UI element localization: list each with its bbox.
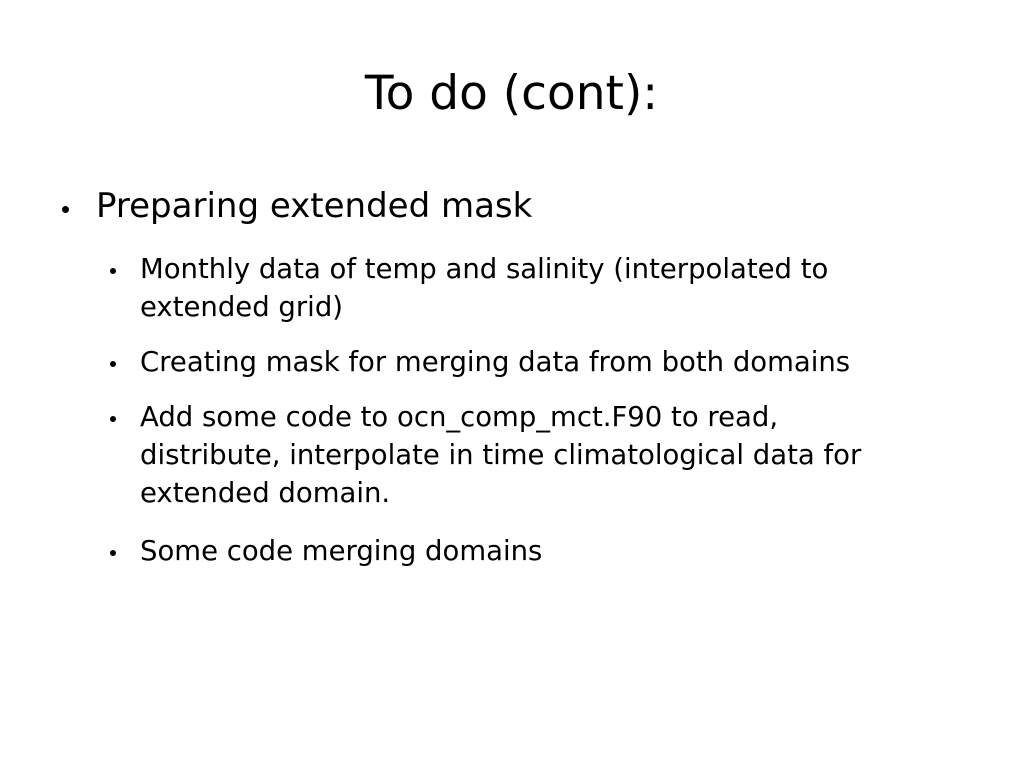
sub-bullet-text-line: Some code merging domains bbox=[140, 535, 543, 567]
sub-bullet-item-creating-mask bbox=[140, 343, 970, 381]
bullet-dot-icon bbox=[110, 268, 116, 274]
sub-bullet-text-line: extended domain. bbox=[140, 477, 391, 509]
bullet-item-preparing-extended-mask bbox=[96, 184, 532, 228]
sub-bullet-item-add-code bbox=[140, 398, 970, 512]
sub-bullet-text-line: distribute, interpolate in time climatological data for bbox=[140, 439, 862, 471]
bullet-dot-icon bbox=[110, 550, 116, 556]
sub-bullet-item-merging-domains bbox=[140, 532, 970, 570]
sub-bullet-item-monthly-data bbox=[140, 250, 970, 326]
sub-bullet-text-line: Creating mask for merging data from both domains bbox=[140, 346, 851, 378]
sub-bullet-text-line: extended grid) bbox=[140, 291, 344, 323]
sub-bullet-text-line: Add some code to ocn_comp_mct.F90 to read, bbox=[140, 401, 779, 433]
bullet-dot-icon bbox=[110, 416, 116, 422]
bullet-dot-icon bbox=[110, 361, 116, 367]
bullet-text: Preparing extended mask bbox=[96, 186, 533, 226]
sub-bullet-text-line: Monthly data of temp and salinity (interpolated to bbox=[140, 253, 829, 285]
slide-title: To do (cont): bbox=[364, 66, 659, 121]
bullet-dot-icon bbox=[62, 206, 69, 213]
